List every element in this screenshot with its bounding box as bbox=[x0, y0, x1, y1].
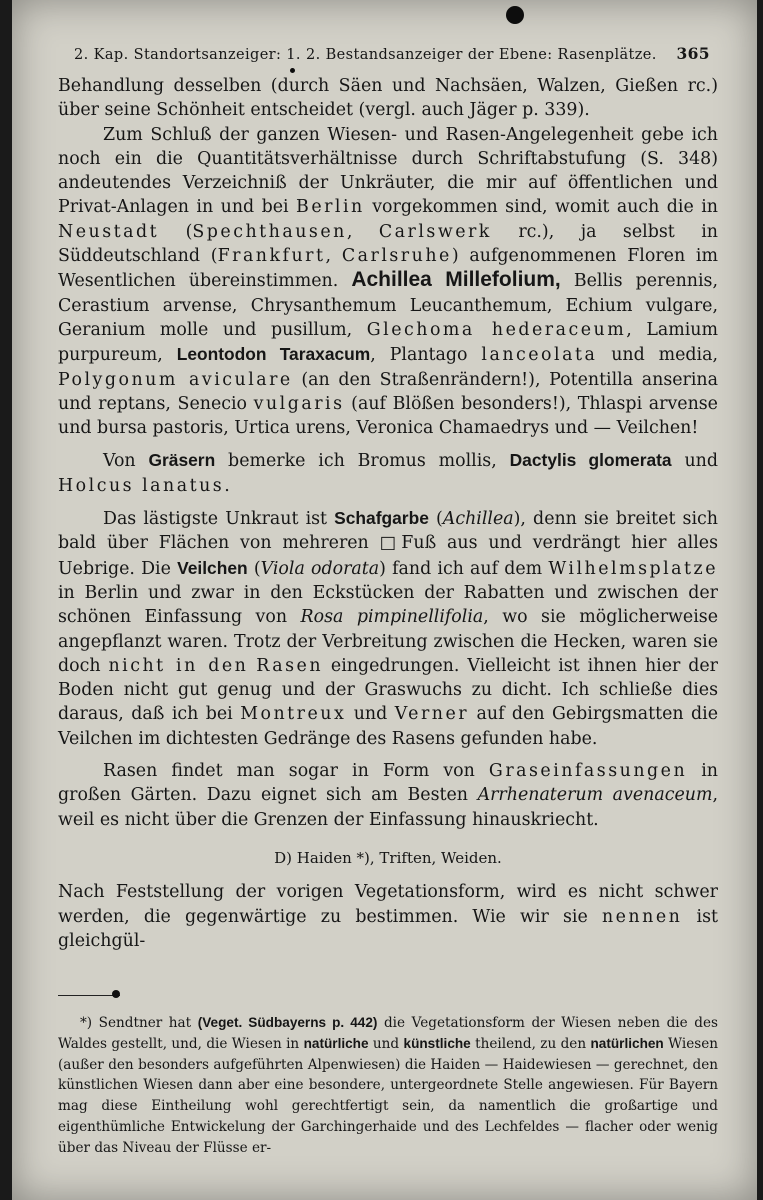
species-glechoma: Glechoma hederaceum bbox=[366, 319, 627, 340]
term-rasen: Rasen bbox=[256, 655, 324, 676]
term-nennen: nennen bbox=[601, 906, 683, 927]
species-dactylis: Dactylis glomerata bbox=[509, 450, 672, 471]
ink-speck bbox=[290, 68, 295, 73]
paragraph-2: Zum Schluß der ganzen Wiesen- und Rasen-Angelegenheit gebe ich noch ein die Quantitätsverhältnisse durch Schriftabstufung (S. 348) andeutendes Verzeichniß der Unkräuter, die mir auf öffentlichen und Privat-Anlagen in und bei Berlin vorgekommen sind, womit auch die in Neustadt (Spechthausen, Carlswerk rc.), ja selbst in Süddeutschland (Frankfurt, Carlsruhe) aufgenommenen Floren im Wesentlichen übereinstimmen. Achillea Millefolium, Bellis perennis, Cerastium arvense, Chrysanthemum Leucanthemum, Echium vulgare, Geranium molle und pusillum, Glechoma hederaceum, Lamium purpureum, Leontodon Taraxacum, Plantago lanceolata und media, Polygonum aviculare (an den Straßenrändern!), Potentilla anserina und reptans, Senecio vulgaris (auf Blößen besonders!), Thlaspi arvense und bursa pastoris, Urtica urens, Veronica Chamaedrys und — Veilchen! bbox=[58, 124, 719, 439]
paragraph-5: Rasen findet man sogar in Form von Graseinfassungen in großen Gärten. Dazu eignet sich am Besten Arrhenaterum avenaceum, weil es nicht über die Grenzen der Einfassung hinauskriecht. bbox=[58, 761, 718, 830]
footnote bbox=[58, 1013, 718, 1159]
species-lanceolata: lanceolata bbox=[481, 345, 598, 366]
place-carlswerk: Carlswerk bbox=[378, 221, 492, 242]
paragraph-3: Von Gräsern bemerke ich Bromus mollis, Dactylis glomerata und Holcus lanatus. bbox=[58, 450, 718, 496]
term-natuerliche: natürliche bbox=[303, 1035, 369, 1051]
place-berlin: Berlin bbox=[296, 197, 365, 218]
species-viola: Viola odorata bbox=[260, 558, 380, 579]
paragraph-6: Nach Feststellung der vorigen Vegetationsform, wird es nicht schwer werden, die gegenwärtige zu bestimmen. Wie wir sie nennen ist gleichgül- bbox=[58, 882, 718, 951]
phrase-nicht-in-den: nicht in den bbox=[108, 655, 249, 676]
term-schafgarbe: Schafgarbe bbox=[334, 508, 429, 529]
species-polygonum: Polygonum aviculare bbox=[58, 369, 293, 390]
book-page bbox=[12, 0, 757, 1200]
term-natuerlichen: natürlichen bbox=[590, 1035, 664, 1051]
running-title: 2. Kap. Standortsanzeiger: 1. 2. Bestandsanzeiger der Ebene: Rasenplätze. bbox=[74, 47, 657, 63]
term-kuenstliche: künstliche bbox=[403, 1035, 471, 1051]
term-graseinfassungen: Graseinfassungen bbox=[488, 761, 688, 782]
species-leontodon: Leontodon Taraxacum bbox=[176, 344, 371, 365]
place-montreux: Montreux bbox=[240, 704, 347, 725]
species-arrhenaterum: Arrhenaterum avenaceum bbox=[477, 785, 713, 806]
paragraph-1: Behandlung desselben (durch Säen und Nachsäen, Walzen, Gießen rc.) über seine Schönheit entscheidet (vergl. auch Jäger p. 339). bbox=[58, 76, 718, 121]
place-frankfurt: Frankfurt bbox=[217, 246, 326, 267]
place-carlsruhe: Carlsruhe bbox=[341, 246, 452, 267]
running-head bbox=[74, 44, 710, 63]
term-veilchen: Veilchen bbox=[177, 557, 248, 578]
footnote-rule bbox=[58, 995, 120, 996]
term-graesern: Gräsern bbox=[148, 450, 216, 471]
section-heading: D) Haiden *), Triften, Weiden. bbox=[274, 848, 502, 867]
footnote-text: *) Sendtner hat (Veget. Südbayerns p. 442) die Vegetationsform der Wiesen neben die des Waldes gestellt, und, die Wiesen in natürliche und künstliche theilend, zu den natürlichen Wiesen (außer den besonders aufgeführten Alpenwiesen) die Haiden — Haidewiesen — gerechnet, den künstlichen Wiesen dann aber eine besondere, untergeordnete Stelle angewiesen. Für Bayern mag diese Eintheilung wohl gerechtfertigt sein, da namentlich die großartige und eigenthümliche Entwickelung der Garchingerhaide und des Lechfeldes — flacher oder wenig über das Niveau der Flüsse er- bbox=[58, 1015, 719, 1156]
species-achillea-italic: Achillea bbox=[442, 509, 514, 530]
page-number: 365 bbox=[676, 44, 710, 63]
paragraph-4: Das lästigste Unkraut ist Schafgarbe (Achillea), denn sie breitet sich bald über Flächen von mehreren □Fuß aus und verdrängt hier alles Uebrige. Die Veilchen (Viola odorata) fand ich auf dem Wilhelmsplatze in Berlin und zwar in den Eckstücken der Rabatten und zwischen der schönen Einfassung von Rosa pimpinellifolia, wo sie möglicherweise angepflanzt waren. Trotz der Verbreitung zwischen die Hecken, waren sie doch nicht in den Rasen eingedrungen. Vielleicht ist ihnen hier der Boden nicht gut genug und der Graswuchs zu dicht. Ich schließe dies daraus, daß ich bei Montreux und Verner auf den Gebirgsmatten die Veilchen im dichtesten Gedränge des Rasens gefunden habe. bbox=[58, 508, 718, 749]
species-vulgaris: vulgaris bbox=[253, 393, 345, 414]
main-text bbox=[58, 74, 718, 953]
ink-smudge-top bbox=[506, 6, 524, 24]
ink-dot bbox=[112, 990, 120, 998]
species-rosa: Rosa pimpinellifolia bbox=[300, 607, 484, 628]
place-spechthausen: Spechthausen bbox=[192, 221, 347, 242]
place-wilhelmsplatze: Wilhelmsplatze bbox=[548, 558, 718, 579]
species-holcus: Holcus lanatus bbox=[58, 475, 225, 496]
footnote-reference: (Veget. Südbayerns p. 442) bbox=[197, 1015, 378, 1030]
place-verner: Verner bbox=[394, 704, 470, 725]
species-achillea: Achillea Millefolium, bbox=[351, 268, 561, 292]
place-neustadt: Neustadt bbox=[58, 221, 160, 242]
